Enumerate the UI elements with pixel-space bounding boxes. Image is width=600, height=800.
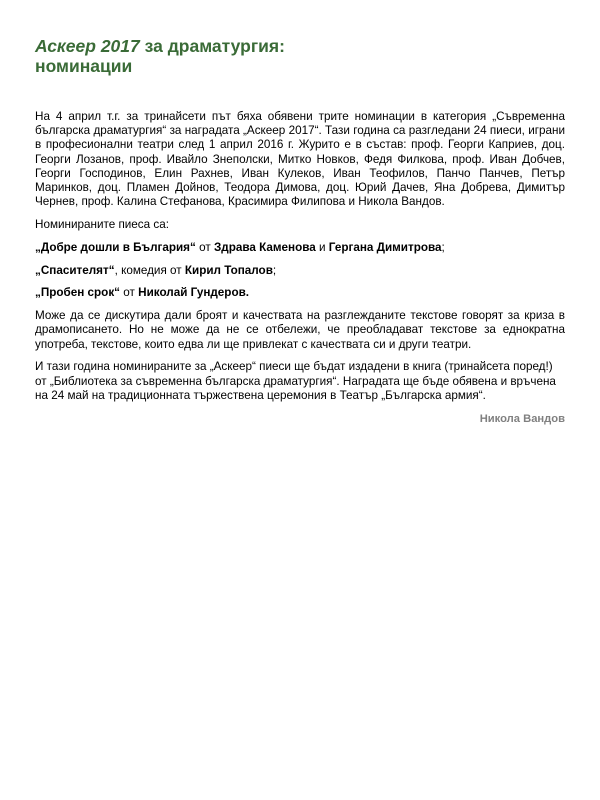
nominee-author: Николай Гундеров. <box>138 286 250 300</box>
title-rest: за драматургия: <box>139 36 285 56</box>
nominee-and: и <box>315 240 329 254</box>
nominee-play-title: „Спасителят“ <box>35 263 115 277</box>
article-body <box>35 110 565 426</box>
nominee-connector: от <box>120 286 139 300</box>
nominee-connector: , комедия от <box>114 263 185 277</box>
nominee-connector: от <box>195 240 214 254</box>
title-award-name: Аскеер 2017 <box>35 36 140 56</box>
intro-paragraph: На 4 април т.г. за тринайсети път бяха обявени трите номинации в категория „Съвременна българска драматургия“ за наградата „Аскеер 2017“. Тази година са разгледани 24 пиеси, играни в професионални театри след 1 април 2016 г. Журито е в състав: проф. Георги Каприев, доц. Георги Лозанов, проф. Ивайло Знеполски, Митко Новков, Федя Филкова, проф. Иван Добчев, Георги Господинов, Елин Рахнев, Иван Кулеков, Иван Теофилов, Панчо Панчев, Петър Маринков, доц. Пламен Дойнов, Теодора Димова, доц. Юрий Дачев, Яна Добрева, Димитър Чернев, проф. Калина Стефанова, Красимира Филипова и Никола Вандов. <box>35 110 565 209</box>
nominees-heading: Номинираните пиеса са: <box>35 218 169 232</box>
title-line2: номинации <box>35 56 133 76</box>
nominee-item-2 <box>35 264 565 278</box>
nominee-end: ; <box>441 240 445 254</box>
nominee-item-1 <box>35 241 565 255</box>
nominee-play-title: „Добре дошли в България“ <box>35 240 196 254</box>
article <box>35 36 565 426</box>
nominee-author: Здрава Каменова <box>213 240 316 254</box>
article-title <box>35 36 565 76</box>
nominee-play-title: „Пробен срок“ <box>35 286 121 300</box>
discussion-paragraph: Може да се дискутира дали броят и качествата на разглежданите текстове говорят за криза в драмописането. Но не може да не се отбележи, че преобладават текстове за еднократна употреба, текстове, които едва ли ще привлекат с качествата си и други театри. <box>35 309 565 351</box>
nominee-author: Кирил Топалов <box>184 263 273 277</box>
closing-paragraph: И тази година номинираните за „Аскеер“ пиеси ще бъдат издадени в книга (тринайсета поред!) от „Библиотека за съвременна българска драматургия“. Наградата ще бъде обявена и връчена на 24 май на традиционната тържествена церемония в Театър „Българска армия“. <box>35 360 556 402</box>
nominee-author-2: Гергана Димитрова <box>328 240 442 254</box>
nominee-item-3 <box>35 286 565 300</box>
nominee-end: ; <box>272 263 277 277</box>
author-signature: Никола Вандов <box>479 412 565 425</box>
